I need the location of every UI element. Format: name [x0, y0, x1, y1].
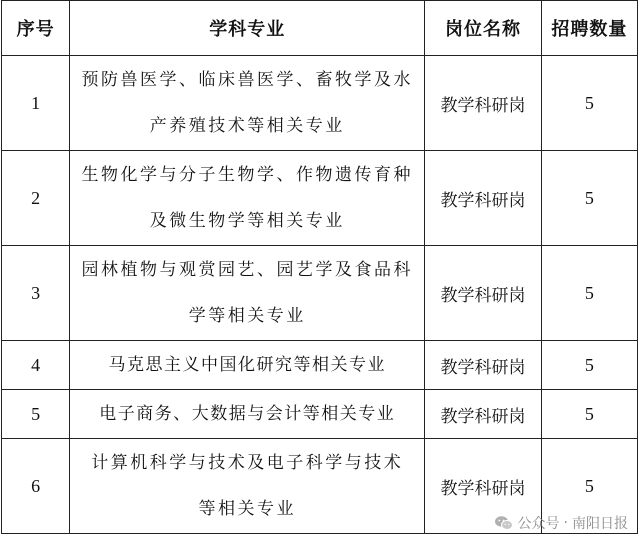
serial-number-cell: 2 [2, 151, 70, 246]
watermark [494, 513, 628, 533]
major-cell [70, 151, 425, 246]
major-line: 园林植物与观赏园艺、园艺学及食品科 [81, 260, 413, 280]
major-cell [70, 341, 425, 390]
table-row [2, 151, 638, 246]
table-row [2, 341, 638, 390]
serial-number-cell: 3 [2, 246, 70, 341]
major-cell [70, 439, 425, 534]
watermark-separator: · [563, 515, 568, 531]
recruit-count-cell: 5 [541, 439, 637, 534]
serial-number-cell: 5 [2, 390, 70, 439]
major-line: 马克思主义中国化研究等相关专业 [108, 355, 386, 375]
major-line: 计算机科学与技术及电子科学与技术 [91, 453, 404, 473]
recruit-count-cell: 5 [541, 151, 637, 246]
serial-number-cell: 4 [2, 341, 70, 390]
major-line: 生物化学与分子生物学、作物遗传育种 [81, 165, 413, 185]
recruit-count-cell: 5 [541, 56, 637, 151]
major-line: 及微生物学等相关专业 [149, 211, 345, 231]
header-recruit-count: 招聘数量 [541, 1, 637, 56]
major-line: 学等相关专业 [188, 306, 306, 326]
header-serial-number: 序号 [2, 1, 70, 56]
wechat-icon [494, 515, 514, 531]
post-name-cell: 教学科研岗 [425, 246, 541, 341]
table-row [2, 390, 638, 439]
major-line: 等相关专业 [198, 499, 296, 519]
major-cell [70, 246, 425, 341]
major-cell [70, 390, 425, 439]
post-name-cell: 教学科研岗 [425, 151, 541, 246]
major-line: 产养殖技术等相关专业 [149, 116, 345, 136]
recruit-count-cell: 5 [541, 246, 637, 341]
watermark-account: 南阳日报 [572, 516, 628, 532]
major-line: 预防兽医学、临床兽医学、畜牧学及水 [81, 70, 413, 90]
recruit-count-cell: 5 [541, 341, 637, 390]
post-name-cell: 教学科研岗 [425, 439, 541, 534]
serial-number-cell: 1 [2, 56, 70, 151]
header-post-name: 岗位名称 [425, 1, 541, 56]
recruit-count-cell: 5 [541, 390, 637, 439]
recruitment-table [1, 0, 638, 534]
table-row [2, 56, 638, 151]
header-major: 学科专业 [70, 1, 425, 56]
post-name-cell: 教学科研岗 [425, 56, 541, 151]
header-row [2, 1, 638, 56]
major-cell [70, 56, 425, 151]
post-name-cell: 教学科研岗 [425, 390, 541, 439]
table-row [2, 246, 638, 341]
serial-number-cell: 6 [2, 439, 70, 534]
major-line: 电子商务、大数据与会计等相关专业 [99, 404, 396, 424]
watermark-platform: 公众号 [517, 516, 560, 532]
post-name-cell: 教学科研岗 [425, 341, 541, 390]
